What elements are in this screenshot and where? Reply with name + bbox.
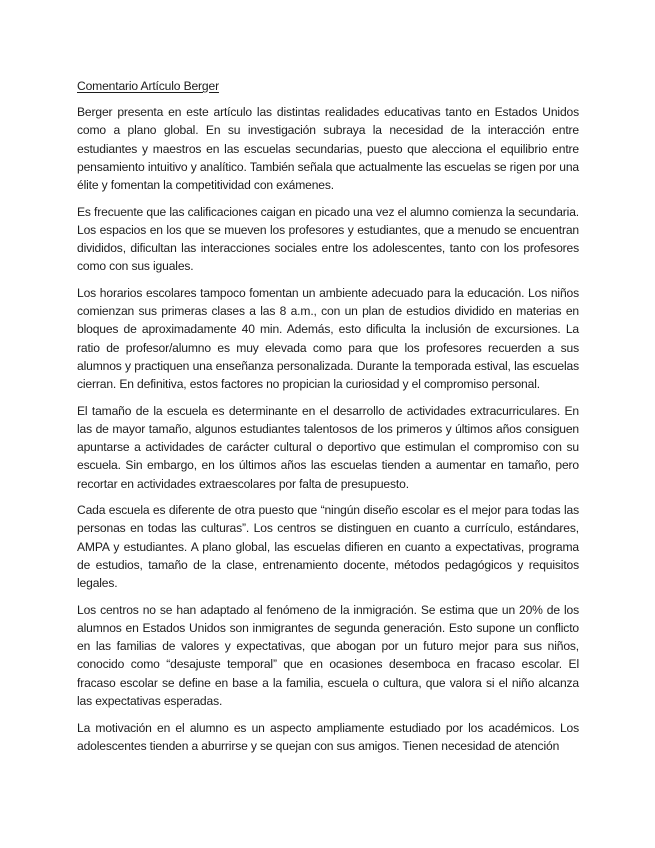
paragraph-2: Es frecuente que las calificaciones caigan en picado una vez el alumno comienza la secundaria. Los espacios en los que se mueven los profesores y estudiantes, que a menudo se encuentran divididos, dificultan las interacciones sociales entre los adolescentes, tanto con los profesores como con sus iguales. xyxy=(77,204,579,274)
paragraph-3: Los horarios escolares tampoco fomentan un ambiente adecuado para la educación. Los niños comienzan sus primeras clases a las 8 a.m., con un plan de estudios dividido en materias en bloques de aproximadamente 40 min. Además, esto dificulta la inclusión de excursiones. La ratio de profesor/alumno es muy elevada como para que los profesores recuerden a sus alumnos y practiquen una enseñanza personalizada. Durante la temporada estival, las escuelas cierran. En definitiva, estos factores no propician la curiosidad y el compromiso personal. xyxy=(77,286,579,392)
paragraph-6: Los centros no se han adaptado al fenómeno de la inmigración. Se estima que un 20% de los alumnos en Estados Unidos son inmigrantes de segunda generación. Esto supone un conflicto en las familias de valores y expectativas, que abogan por un futuro mejor para sus niños, conocido como “desajuste temporal” que en ocasiones desemboca en fracaso escolar. El fracaso escolar se define en base a la familia, escuela o cultura, que valora si el niño alcanza las expectativas esperadas. xyxy=(77,602,579,708)
paragraph-4: El tamaño de la escuela es determinante en el desarrollo de actividades extracurriculares. En las de mayor tamaño, algunos estudiantes talentosos de los primeros y últimos años consiguen apuntarse a actividades de carácter cultural o deportivo que estimulan el compromiso con su escuela. Sin embargo, en los últimos años las escuelas tienden a aumentar en tamaño, pero recortar en actividades extraescolares por falta de presupuesto. xyxy=(77,403,579,491)
paragraph-1: Berger presenta en este artículo las distintas realidades educativas tanto en Estados Unidos como a plano global. En su investigación subraya la necesidad de la interacción entre estudiantes y maestros en las escuelas secundarias, puesto que alecciona el equilibrio entre pensamiento intuitivo y analítico. También señala que actualmente las escuelas se rigen por una élite y fomentan la competitividad con exámenes. xyxy=(77,105,579,193)
document-title: Comentario Artículo Berger xyxy=(77,79,219,93)
paragraph-5: Cada escuela es diferente de otra puesto que “ningún diseño escolar es el mejor para todas las personas en todas las culturas”. Los centros se distinguen en cuanto a currículo, estándares, AMPA y estudiantes. A plano global, las escuelas difieren en cuanto a expectativas, programa de estudios, tamaño de la clase, entrenamiento docente, métodos pedagógicos y requisitos legales. xyxy=(77,503,579,591)
document-body xyxy=(77,77,579,763)
paragraph-7: La motivación en el alumno es un aspecto ampliamente estudiado por los académicos. Los adolescentes tienden a aburrirse y se quejan con sus amigos. Tienen necesidad de atención xyxy=(77,720,579,753)
